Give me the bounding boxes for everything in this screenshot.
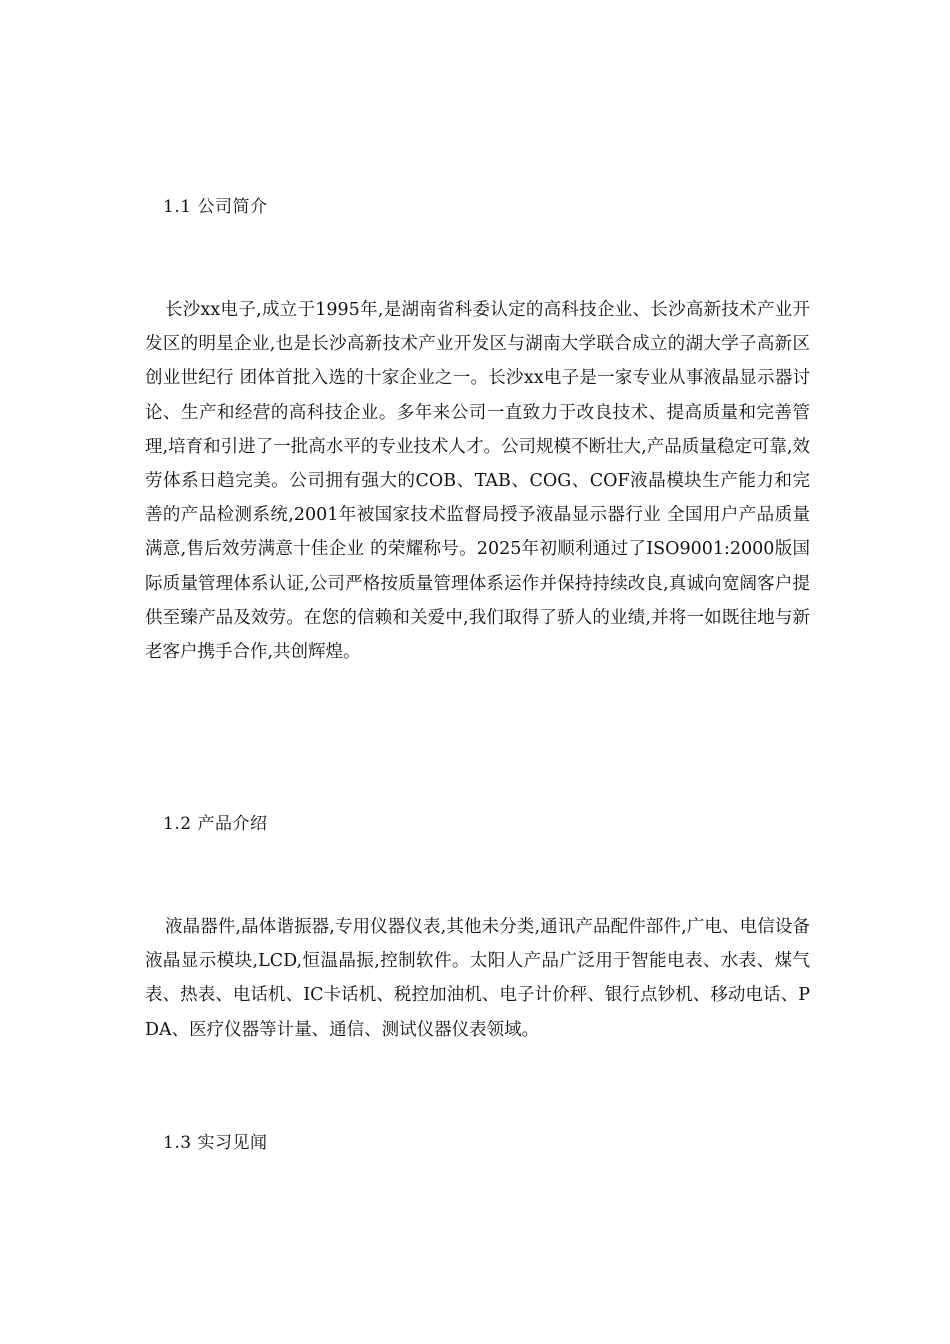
section-heading-product-intro: 1.2 产品介绍: [163, 814, 268, 834]
section-heading-internship: 1.3 实习见闻: [163, 1133, 268, 1153]
paragraph-product-intro: 液晶器件,晶体谐振器,专用仪器仪表,其他未分类,通讯产品配件部件,广电、电信设备液晶显示模块,LCD,恒温晶振,控制软件。太阳人产品广泛用于智能电表、水表、煤气表、热表、电话机、IC卡话机、税控加油机、电子计价秤、银行点钞机、移动电话、PDA、医疗仪器等计量、通信、测试仪器仪表领域。: [145, 917, 810, 1040]
paragraph-company-profile: 长沙xx电子,成立于1995年,是湖南省科委认定的高科技企业、长沙高新技术产业开发区的明星企业,也是长沙高新技术产业开发区与湖南大学联合成立的湖大学子高新区创业世纪行 团体首批入选的十家企业之一。长沙xx电子是一家专业从事液晶显示器讨论、生产和经营的高科技企业。多年来公司一直致力于改良技术、提高质量和完善管理,培育和引进了一批高水平的专业技术人才。公司规模不断壮大,产品质量稳定可靠,效劳体系日趋完美。公司拥有强大的COB、TAB、COG、COF液晶模块生产能力和完善的产品检测系统,2001年被国家技术监督局授予液晶显示器行业 全国用户产品质量满意,售后效劳满意十佳企业 的荣耀称号。2025年初顺利通过了ISO9001:2000版国际质量管理体系认证,公司严格按质量管理体系运作并保持持续改良,真诚向宽阔客户提供至臻产品及效劳。在您的信赖和关爱中,我们取得了骄人的业绩,并将一如既往地与新老客户携手合作,共创辉煌。: [145, 300, 810, 663]
section-heading-company-profile: 1.1 公司简介: [163, 197, 268, 217]
